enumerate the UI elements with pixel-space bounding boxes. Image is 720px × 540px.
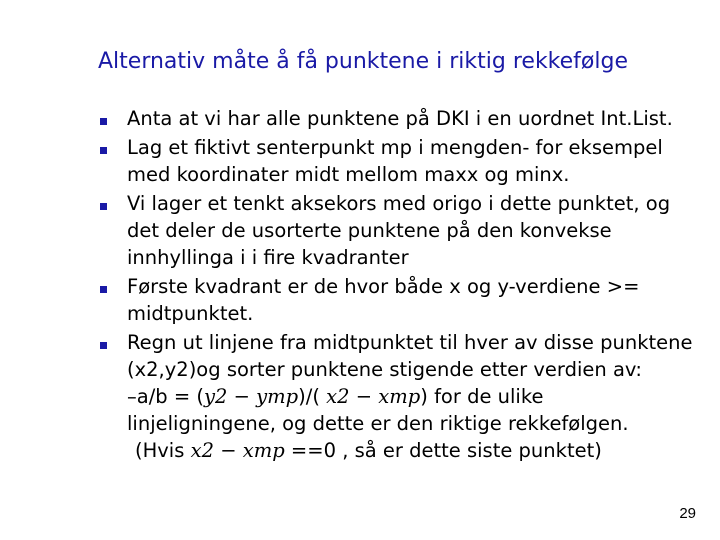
note-suffix: ==0 , så er dette siste punktet) <box>284 439 602 462</box>
bullet-text: innhyllinga i i fire kvadranter <box>127 246 409 269</box>
formula-prefix: –a/b = ( <box>127 385 204 408</box>
bullet-text: midtpunktet. <box>127 302 254 325</box>
bullet-text: (x2,y2)og sorter punktene stigende etter verdien av: <box>127 358 642 381</box>
bullet-item <box>98 273 698 327</box>
bullet-text: med koordinater midt mellom maxx og minx. <box>127 163 570 186</box>
bullet-text: Regn ut linjene fra midtpunktet til hver av disse punktene <box>127 331 693 354</box>
bullet-item <box>98 105 698 132</box>
note-math: x2 − xmp <box>190 439 285 462</box>
page-number: 29 <box>679 505 696 522</box>
formula-denominator: x2 − xmp <box>326 385 421 408</box>
bullet-marker <box>100 286 107 293</box>
bullet-item <box>98 134 698 188</box>
bullet-marker <box>100 118 107 125</box>
bullet-marker <box>100 203 107 210</box>
bullet-text: linjeligningene, og dette er den riktige rekkefølgen. <box>127 412 629 435</box>
bullet-list <box>98 105 698 464</box>
formula-suffix: ) for de ulike <box>420 385 544 408</box>
bullet-text: det deler de usorterte punktene på den konvekse <box>127 219 612 242</box>
slide-title: Alternativ måte å få punktene i riktig rekkefølge <box>98 49 628 74</box>
bullet-item <box>98 329 698 464</box>
formula-line <box>127 383 698 410</box>
note-prefix: (Hvis <box>135 439 191 462</box>
bullet-text: Vi lager et tenkt aksekors med origo i dette punktet, og <box>127 192 671 215</box>
bullet-item <box>98 190 698 271</box>
bullet-text: Anta at vi har alle punktene på DKI i en uordnet Int.List. <box>127 107 673 130</box>
bullet-marker <box>100 147 107 154</box>
formula-mid: )/( <box>298 385 327 408</box>
note-line <box>135 437 698 464</box>
formula-numerator: y2 − ymp <box>204 385 299 408</box>
bullet-marker <box>100 342 107 349</box>
bullet-text: Lag et fiktivt senterpunkt mp i mengden- for eksempel <box>127 136 663 159</box>
bullet-text: Første kvadrant er de hvor både x og y-verdiene >= <box>127 275 640 298</box>
